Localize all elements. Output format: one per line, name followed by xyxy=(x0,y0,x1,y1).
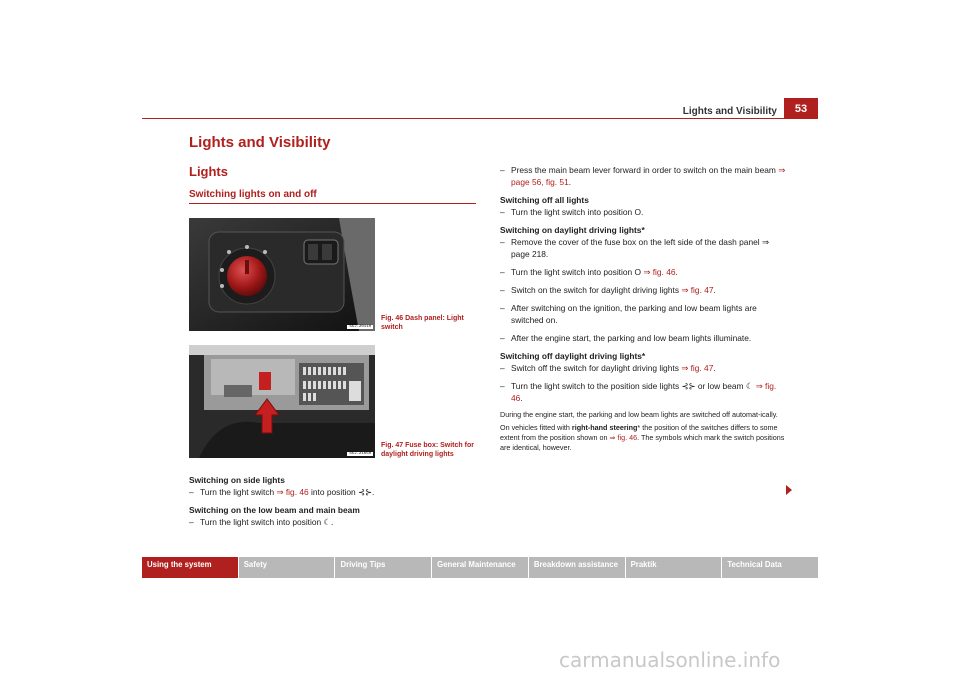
day-on-step-5: – After the engine start, the parking and low beam lights illuminate. xyxy=(500,333,752,343)
left-text-block xyxy=(189,474,476,528)
fig-47-link[interactable]: ⇒ fig. 47 xyxy=(681,363,714,373)
off-all-heading: Switching off all lights xyxy=(500,195,589,205)
note-right-hand-steering: On vehicles fitted with right-hand steering* the position of the switches differs to some extent from the position shown on ⇒ fig. 46. The symbols which mark the switch positions are identical, however. xyxy=(500,423,785,452)
chapter-title: Lights and Visibility xyxy=(189,134,331,151)
day-on-step-2: – Turn the light switch into position O ⇒ fig. 46. xyxy=(500,267,678,277)
fig-47-link[interactable]: ⇒ fig. 47 xyxy=(681,285,714,295)
note-engine-start: During the engine start, the parking and low beam lights are switched off automat-ically. xyxy=(500,410,778,419)
figure-code: S5J-2165H xyxy=(349,452,371,456)
subsection-divider xyxy=(189,203,476,204)
day-off-heading: Switching off daylight driving lights* xyxy=(500,351,646,361)
chapter-tab-bar xyxy=(142,557,818,578)
figure-47-fuse-box xyxy=(189,345,375,458)
running-header-title: Lights and Visibility xyxy=(682,106,777,117)
next-page-arrow-icon[interactable] xyxy=(786,485,792,495)
tab-technical-data[interactable]: Technical Data xyxy=(722,557,818,578)
subsection-title: Switching lights on and off xyxy=(189,189,317,200)
day-on-heading: Switching on daylight driving lights* xyxy=(500,225,645,235)
day-off-step-2: – Turn the light switch to the position side lights ⊰⊱ or low beam ☾ ⇒ fig. 46. xyxy=(500,381,777,403)
right-text-block xyxy=(500,164,786,453)
page-number-badge: 53 xyxy=(784,98,818,119)
side-lights-step: – Turn the light switch ⇒ fig. 46 into position ⊰⊱. xyxy=(189,487,375,497)
watermark: carmanualsonline.info xyxy=(559,648,781,672)
off-all-step: – Turn the light switch into position O. xyxy=(500,207,644,217)
fuse-box-illustration xyxy=(189,345,375,458)
fig-46-link[interactable]: ⇒ fig. 46 xyxy=(609,433,638,442)
tab-praktik[interactable]: Praktik xyxy=(626,557,722,578)
fig-46-link[interactable]: ⇒ fig. 46 xyxy=(643,267,676,277)
beam-heading: Switching on the low beam and main beam xyxy=(189,505,360,515)
header-divider xyxy=(142,118,818,119)
figure-code: S5J-2011H xyxy=(349,325,371,329)
day-on-step-1: – Remove the cover of the fuse box on the left side of the dash panel ⇒ page 218. xyxy=(500,237,769,259)
page-56-link[interactable]: ⇒ page 56, fig. 51 xyxy=(511,165,786,187)
light-switch-illustration xyxy=(189,218,375,331)
fig-46-link[interactable]: ⇒ fig. 46 xyxy=(511,381,777,403)
tab-driving-tips[interactable]: Driving Tips xyxy=(335,557,431,578)
figure-46-caption: Fig. 46 Dash panel: Light switch xyxy=(381,315,464,331)
beam-step: – Turn the light switch into position ☾. xyxy=(189,517,334,527)
day-off-step-1: – Switch off the switch for daylight driving lights ⇒ fig. 47. xyxy=(500,363,716,373)
side-lights-heading: Switching on side lights xyxy=(189,475,285,485)
section-title: Lights xyxy=(189,164,228,179)
figure-47-caption: Fig. 47 Fuse box: Switch for daylight driving lights xyxy=(381,442,474,458)
day-on-step-3: – Switch on the switch for daylight driving lights ⇒ fig. 47. xyxy=(500,285,716,295)
tab-general-maintenance[interactable]: General Maintenance xyxy=(432,557,528,578)
day-on-step-4: – After switching on the ignition, the parking and low beam lights are switched on. xyxy=(500,303,757,325)
fig-46-link[interactable]: ⇒ fig. 46 xyxy=(276,487,309,497)
main-beam-step: – Press the main beam lever forward in order to switch on the main beam ⇒ page 56, fig. 51. xyxy=(500,165,786,187)
tab-safety[interactable]: Safety xyxy=(239,557,335,578)
figure-46-light-switch xyxy=(189,218,375,331)
tab-breakdown-assistance[interactable]: Breakdown assistance xyxy=(529,557,625,578)
tab-using-the-system[interactable]: Using the system xyxy=(142,557,238,578)
